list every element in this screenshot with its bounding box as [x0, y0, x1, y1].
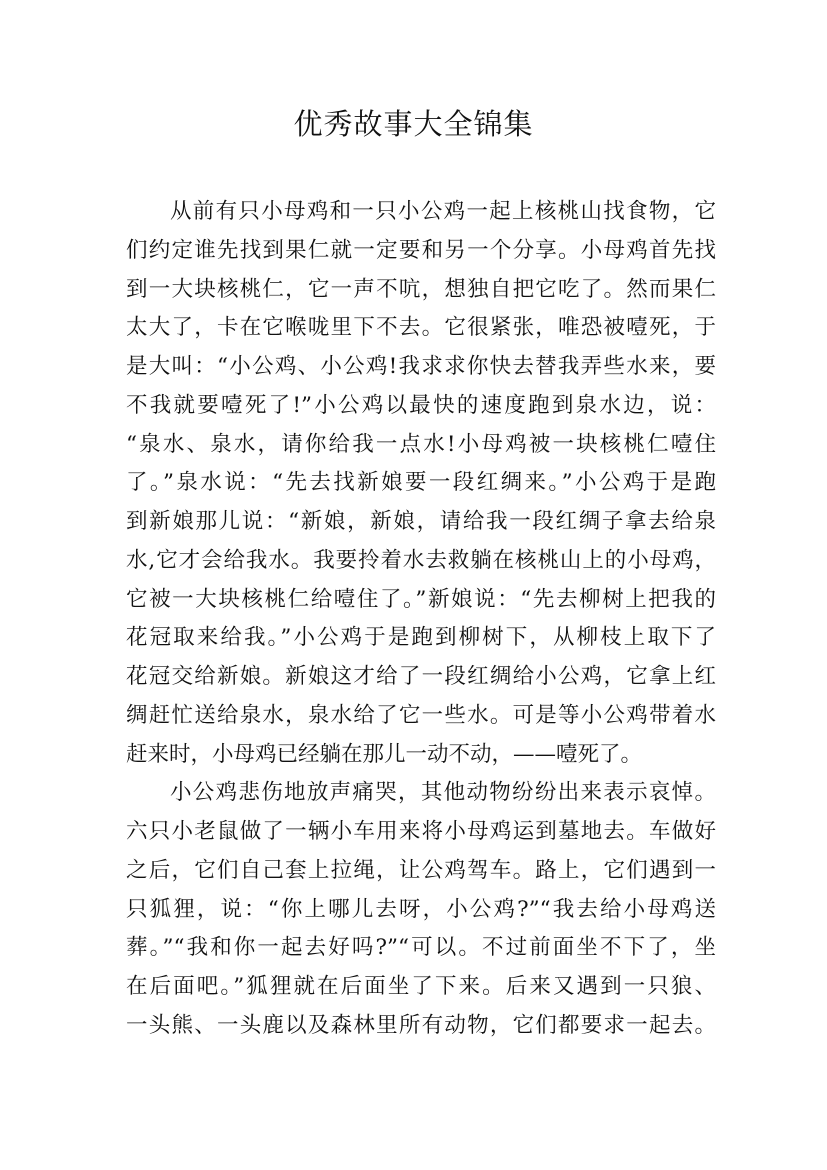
- text-line: 只狐狸，说：“你上哪儿去呀，小公鸡?”“我去给小母鸡送: [126, 896, 716, 922]
- text-line: 它被一大块核桃仁给噎住了。”新娘说：“先去柳树上把我的: [126, 586, 716, 612]
- text-line: 花冠交给新娘。新娘这才给了一段红绸给小公鸡，它拿上红: [126, 664, 716, 689]
- document-title: 优秀故事大全锦集: [293, 107, 534, 141]
- document-body: [126, 193, 716, 1046]
- text-line: 花冠取来给我。”小公鸡于是跑到柳树下，从柳枝上取下了: [126, 625, 716, 651]
- text-line: 一头熊、一头鹿以及森林里所有动物，它们都要求一起去。: [126, 1012, 716, 1038]
- text-line: 了。”泉水说：“先去找新娘要一段红绸来。”小公鸡于是跑: [126, 470, 716, 496]
- text-line: 到新娘那儿说：“新娘，新娘，请给我一段红绸子拿去给泉: [126, 509, 716, 534]
- text-line: 从前有只小母鸡和一只小公鸡一起上核桃山找食物，它: [170, 199, 716, 224]
- text-line: 水,它才会给我水。我要拎着水去救躺在核桃山上的小母鸡，: [126, 547, 716, 573]
- text-line: 在后面吧。”狐狸就在后面坐了下来。后来又遇到一只狼、: [126, 974, 716, 999]
- text-line: 赶来时，小母鸡已经躺在那儿一动不动，——噎死了。: [126, 741, 643, 767]
- text-line: 葬。”“我和你一起去好吗?”“可以。不过前面坐不下了，坐: [126, 935, 716, 961]
- text-line: 太大了，卡在它喉咙里下不去。它很紧张，唯恐被噎死，于: [126, 315, 716, 341]
- text-line: 不我就要噎死了!”小公鸡以最快的速度跑到泉水边，说：: [126, 392, 716, 418]
- text-line: 们约定谁先找到果仁就一定要和另一个分享。小母鸡首先找: [126, 237, 716, 263]
- text-line: 小公鸡悲伤地放声痛哭，其他动物纷纷出来表示哀悼。: [170, 780, 716, 806]
- text-line: 六只小老鼠做了一辆小车用来将小母鸡运到墓地去。车做好: [126, 819, 716, 844]
- text-line: 之后，它们自己套上拉绳，让公鸡驾车。路上，它们遇到一: [126, 857, 716, 883]
- text-line: “泉水、泉水，请你给我一点水!小母鸡被一块核桃仁噎住: [126, 431, 716, 457]
- text-line: 是大叫：“小公鸡、小公鸡!我求求你快去替我弄些水来，要: [126, 354, 716, 379]
- text-line: 绸赶忙送给泉水，泉水给了它一些水。可是等小公鸡带着水: [126, 702, 716, 728]
- text-line: 到一大块核桃仁，它一声不吭，想独自把它吃了。然而果仁: [126, 276, 716, 302]
